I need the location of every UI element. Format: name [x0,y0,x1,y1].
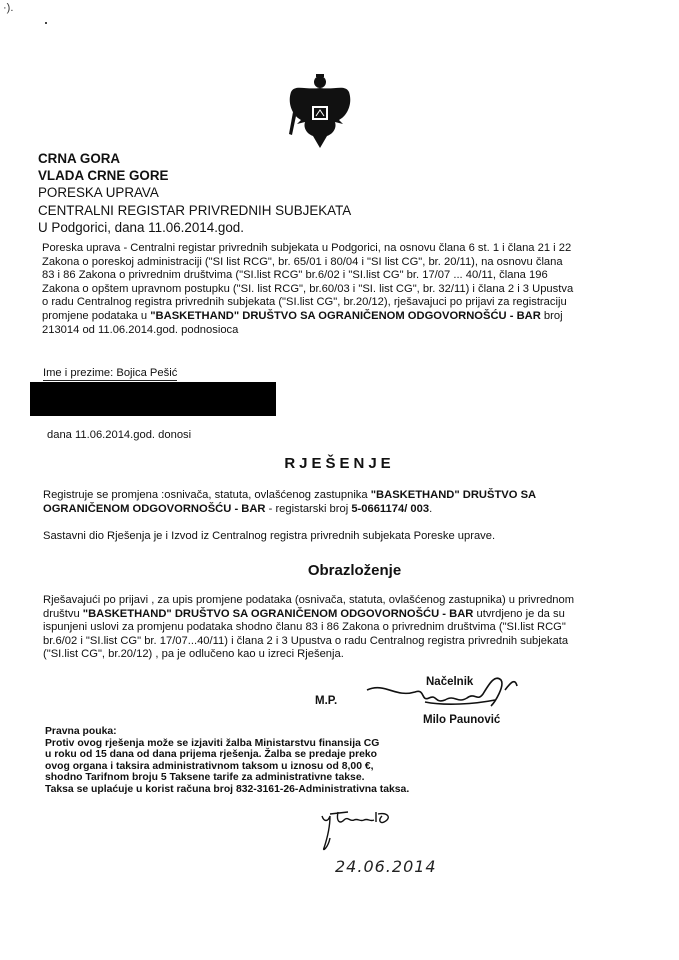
company-name: OGRANIČENOM ODGOVORNOŠĆU - BAR [43,502,266,515]
reasoning-paragraph: Rješavajući po prijavi , za upis promjene podataka (osnivača, statuta, ovlašćenog zastupnika) u privrednom društvu "BASKETHAND" DRUŠTVO SA OGRANIČENOM ODGOVORNOŠĆU - BAR utvrdjeno je da su ispunjeni uslovi za promjenu podataka shodno članu 83 i 86 Zakona o privrednim društvima ("SI.list RCG" br.6/02 i "SI.list CG" br. 17/07...40/11) i člana 2 i 3 Upustva o radu Centralnog registra privrednih subjekata ("SI.list CG", br.20/12) , pa je odlučeno kao u izreci Rješenja. [43,594,575,661]
document-header [38,150,351,236]
montenegro-coat-of-arms-icon [285,72,355,152]
stamp-placeholder: M.P. [315,695,338,707]
legal-notice-heading: Pravna pouka: [45,726,117,737]
signatory-name: Milo Paunović [423,714,501,726]
registration-number: 5-0661174/ 003 [351,502,430,515]
company-name: "BASKETHAND" DRUŠTVO SA OGRANIČENOM ODGOVORNOŠĆU - BAR [82,607,474,620]
intro-line: 83 i 86 Zakona o privrednim društvima ("SI.list RCG" br.6/02 i "SI.list CG" br. 17/07 ... 40/11, člana 196 [42,269,548,282]
intro-line: Zakona o poreskoj administraciji ("SI list RCG", br. 65/01 i 80/04 i "SI list CG", br. 20/11), na osnovu člana [42,255,563,268]
header-line-government: VLADA CRNE GORE [38,168,169,184]
signatory-role: Načelnik [426,676,474,688]
header-line-agency: PORESKA UPRAVA [38,185,159,201]
applicant-name: Ime i prezime: Bojica Pešić [43,367,178,379]
reasoning-title: Obrazloženje [307,562,402,579]
handwritten-signature-receipt [318,808,408,853]
intro-paragraph [42,242,642,337]
scan-dot [45,22,47,24]
company-name: "BASKETHAND" DRUŠTVO SA [370,489,537,501]
header-line-country: CRNA GORA [38,151,121,166]
intro-line: o radu Centralnog registra privrednih subjekata ("SI.list CG", br.20/12), rješavajuci po prijavi za registraciju [42,296,567,309]
intro-line: 213014 od 11.06.2014.god. podnosioca [42,323,239,336]
intro-line: Poreska uprava - Centralni registar privrednih subjekata u Podgorici, na osnovu člana 6 st. 1 i člana 21 i 22 [42,242,572,254]
legal-notice: Pravna pouka: Protiv ovog rješenja može se izjaviti žalba Ministarstvu finansija CG u roku od 15 dana od dana prijema rješenja. Žalba se predaje preko ovog organa i taksira administrativnom taksom u iznosu od 8,00 €, shodno Tarifnom broju 5 Taksene tarife za administrativne takse. Taksa se uplaćuje u korist računa broj 832-3161-26-Administrativna taksa. [45,726,410,795]
scan-mark: ·). [3,2,14,14]
redaction-bar [30,382,276,416]
header-line-registry: CENTRALNI REGISTAR PRIVREDNIH SUBJEKATA [38,202,352,218]
handwritten-date: 24.06.2014 [335,857,437,876]
decision-attachment-note: Sastavni dio Rješenja je i Izvod iz Centralnog registra privrednih subjekata Poreske uprave. [43,530,496,542]
intro-line: Zakona o opštem upravnom postupku ("SI. list RCG", br.60/03 i "SI. list CG", br. 32/11) i člana 2 i 3 Upustva [42,282,574,295]
issue-date-line: dana 11.06.2014.god. donosi [47,429,192,441]
company-name: "BASKETHAND" DRUŠTVO SA OGRANIČENOM ODGOVORNOŠĆU - BAR [150,309,541,322]
header-line-place-date: U Podgorici, dana 11.06.2014.god. [38,219,244,235]
intro-line: promjene podataka u "BASKETHAND" DRUŠTVO SA OGRANIČENOM ODGOVORNOŠĆU - BAR broj [42,309,563,322]
decision-paragraph: Registruje se promjena :osnivača, statuta, ovlašćenog zastupnika "BASKETHAND" DRUŠTVO SA OGRANIČENOM ODGOVORNOŠĆU - BAR - registarski broj 5-0661174/ 003. [43,489,537,515]
decision-title: RJEŠENJE [284,455,395,472]
